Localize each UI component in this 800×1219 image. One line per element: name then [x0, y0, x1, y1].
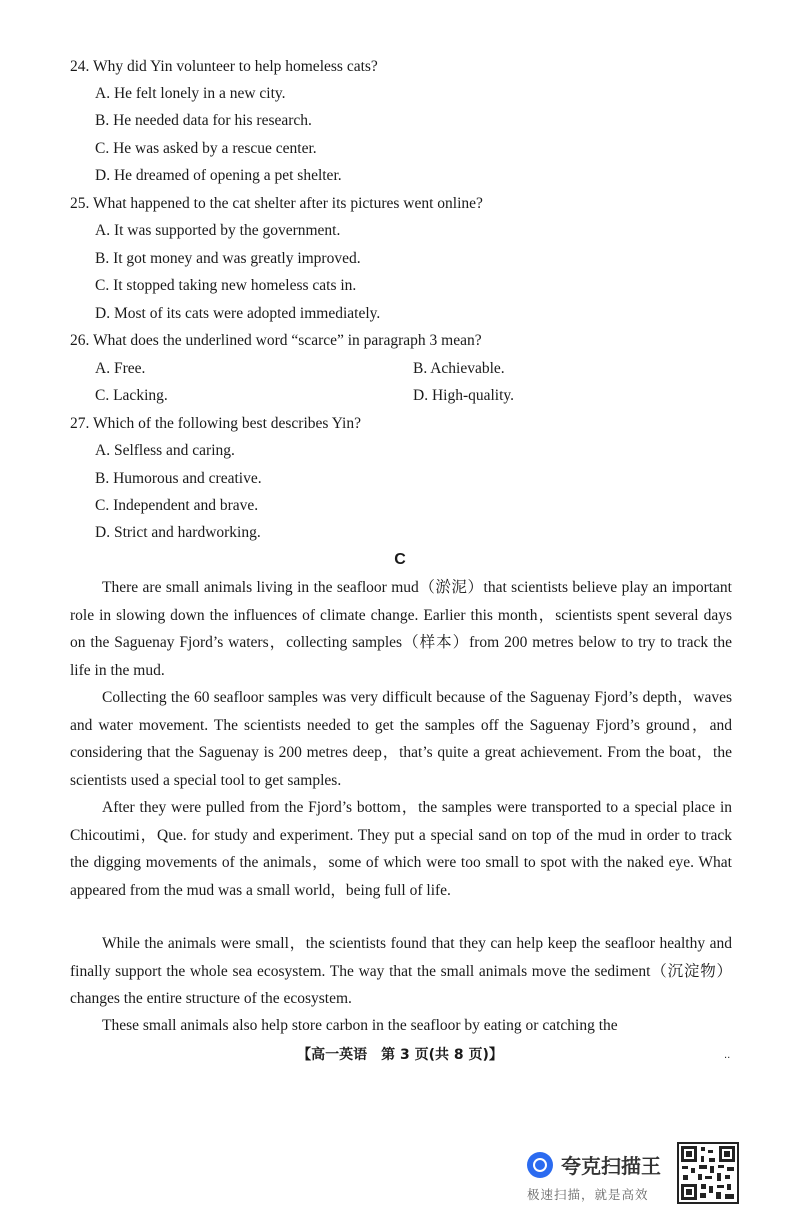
question-24-option-b: B. He needed data for his research.	[95, 112, 312, 129]
question-24-option-c: C. He was asked by a rescue center.	[95, 140, 317, 157]
question-25-option-d: D. Most of its cats were adopted immediately.	[95, 305, 381, 322]
question-26-option-a: A. Free.	[95, 360, 146, 377]
scanner-watermark	[527, 1142, 747, 1208]
question-27-stem: 27. Which of the following best describes Yin?	[70, 415, 361, 432]
passage-paragraph-2: Collecting the 60 seafloor samples was very difficult because of the Saguenay Fjord’s depth，waves and water movement. The scientists needed to get the samples off the Saguenay Fjord’s ground，and considering that the Saguenay is 200 metres deep，that’s quite a great achievement. From the boat，the scientists used a special tool to get samples.	[70, 689, 732, 789]
question-27-option-a: A. Selfless and caring.	[95, 442, 235, 459]
section-heading: C	[394, 551, 406, 568]
footer-mark: ..	[724, 1050, 731, 1061]
question-26-stem: 26. What does the underlined word “scarce” in paragraph 3 mean?	[70, 332, 482, 349]
passage-paragraph-3: After they were pulled from the Fjord’s bottom，the samples were transported to a special place in Chicoutimi，Que. for study and experiment. They put a special sand on top of the mud in order to track the digging movements of the animals，some of which were too small to spot with the naked eye. What appeared from the mud was a small world，being full of life.	[70, 799, 732, 899]
question-24-stem: 24. Why did Yin volunteer to help homeless cats?	[70, 58, 378, 75]
watermark-subtitle: 极速扫描，就是高效	[527, 1187, 649, 1202]
question-25-option-c: C. It stopped taking new homeless cats in.	[95, 277, 357, 294]
question-26-option-c: C. Lacking.	[95, 387, 168, 404]
page-footer: 【高一英语 第 3 页(共 8 页)】	[297, 1047, 503, 1063]
question-27-option-c: C. Independent and brave.	[95, 497, 259, 514]
question-27-option-d: D. Strict and hardworking.	[95, 524, 261, 541]
scanner-logo-icon	[527, 1152, 553, 1178]
question-25-option-b: B. It got money and was greatly improved.	[95, 250, 361, 267]
watermark-title: 夸克扫描王	[561, 1154, 661, 1178]
question-24-option-d: D. He dreamed of opening a pet shelter.	[95, 167, 342, 184]
qr-code-icon	[677, 1142, 739, 1204]
question-25-stem: 25. What happened to the cat shelter after its pictures went online?	[70, 195, 483, 212]
question-27-option-b: B. Humorous and creative.	[95, 470, 262, 487]
passage-paragraph-1: There are small animals living in the seafloor mud（淤泥）that scientists believe play an important role in slowing down the influences of climate change. Earlier this month，scientists spent several days on the Saguenay Fjord’s waters，collecting samples（样本）from 200 metres below to try to track the life in the mud.	[70, 579, 732, 679]
question-25-option-a: A. It was supported by the government.	[95, 222, 341, 239]
passage-paragraph-5: These small animals also help store carbon in the seafloor by eating or catching the	[102, 1017, 618, 1034]
passage-paragraph-4: While the animals were small，the scientists found that they can help keep the seafloor healthy and finally support the whole sea ecosystem. The way that the small animals move the sediment（沉淀物）changes the entire structure of the ecosystem.	[70, 935, 732, 1007]
question-26-option-b: B. Achievable.	[413, 360, 505, 377]
question-24-option-a: A. He felt lonely in a new city.	[95, 85, 286, 102]
question-26-option-d: D. High-quality.	[413, 387, 515, 404]
